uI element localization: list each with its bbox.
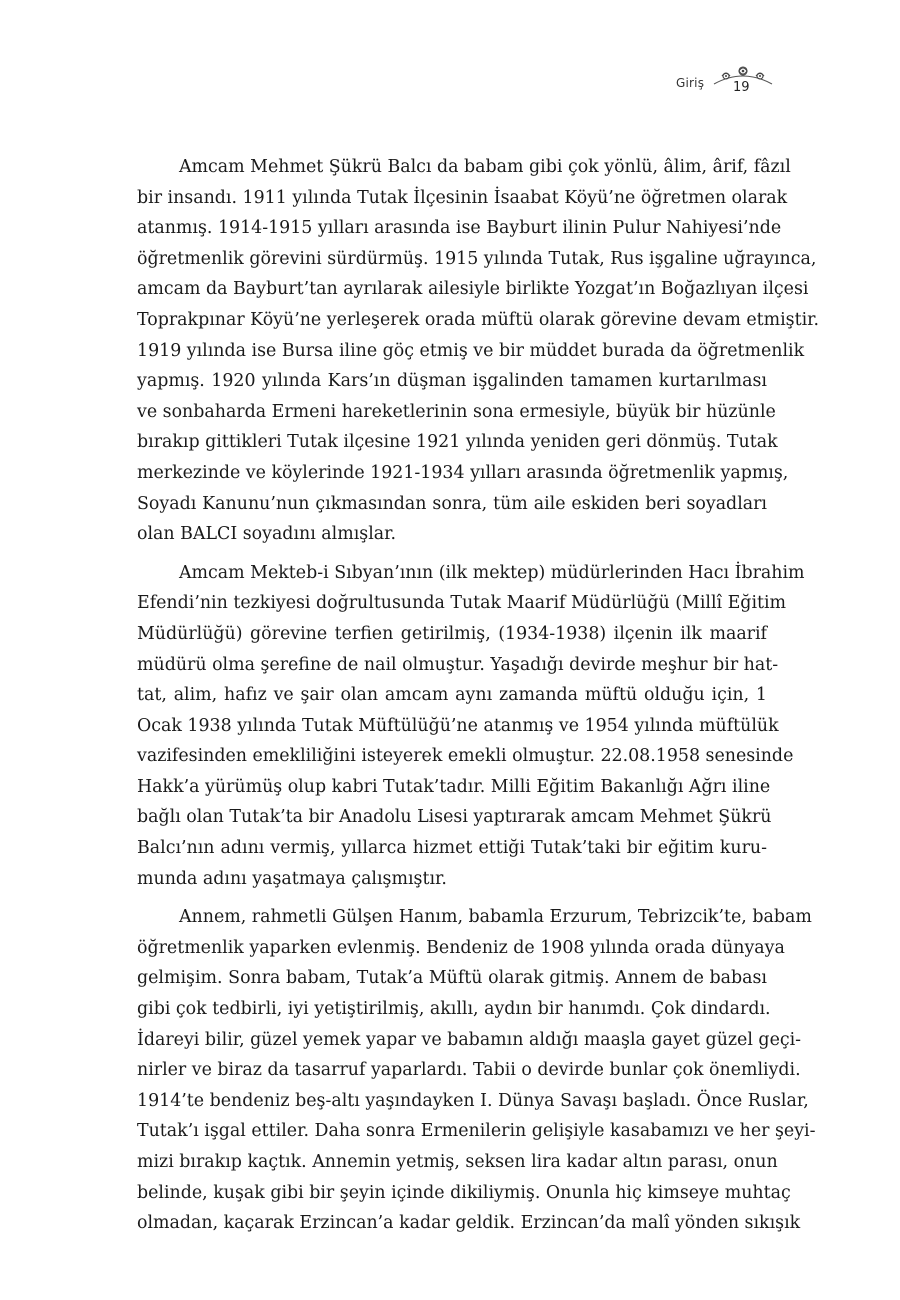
text-line: olan BALCI soyadını almışlar. bbox=[137, 524, 397, 545]
text-line: Annem, rahmetli Gülşen Hanım, babamla Erzurum, Tebrizcik’te, babam bbox=[179, 907, 812, 928]
text-line: Soyadı Kanunu’nun çıkmasından sonra, tüm aile eskiden beri soyadları bbox=[137, 493, 767, 514]
paragraph-2 bbox=[137, 558, 805, 895]
text-line: gibi çok tedbirli, iyi yetiştirilmiş, akıllı, aydın bir hanımdı. Çok dindardı. bbox=[137, 999, 771, 1020]
text-line: yapmış. 1920 yılında Kars’ın düşman işgalinden tamamen kurtarılması bbox=[137, 371, 767, 392]
text-line: Toprakpınar Köyü’ne yerleşerek orada müftü olarak görevine devam etmiştir. bbox=[137, 309, 820, 330]
text-line: öğretmenlik görevini sürdürmüş. 1915 yılında Tutak, Rus işgaline uğrayınca, bbox=[137, 248, 817, 269]
text-line: merkezinde ve köylerinde 1921-1934 yılları arasında öğretmenlik yapmış, bbox=[137, 462, 789, 483]
text-line: Müdürlüğü) görevine terfien getirilmiş, (1934-1938) ilçenin ilk maarif bbox=[137, 623, 767, 644]
text-line: İdareyi bilir, güzel yemek yapar ve babamın aldığı maaşla gayet güzel geçi- bbox=[137, 1029, 802, 1050]
text-line: 1919 yılında ise Bursa iline göç etmiş ve bir müddet burada da öğretmenlik bbox=[137, 340, 805, 361]
text-line: Amcam Mehmet Şükrü Balcı da babam gibi çok yönlü, âlim, ârif, fâzıl bbox=[179, 157, 791, 177]
text-line: Hakk’a yürümüş olup kabri Tutak’tadır. Milli Eğitim Bakanlığı Ağrı iline bbox=[137, 776, 771, 797]
text-line: bırakıp gittikleri Tutak ilçesine 1921 yılında yeniden geri dönmüş. Tutak bbox=[137, 432, 778, 453]
text-line: Ocak 1938 yılında Tutak Müftülüğü’ne atanmış ve 1954 yılında müftülük bbox=[137, 715, 779, 736]
text-line: belinde, kuşak gibi bir şeyin içinde dikiliymiş. Onunla hiç kimseye muhtaç bbox=[137, 1182, 791, 1203]
text-line: bağlı olan Tutak’ta bir Anadolu Lisesi yaptırarak amcam Mehmet Şükrü bbox=[137, 807, 772, 828]
text-line: müdürü olma şerefine de nail olmuştur. Yaşadığı devirde meşhur bir hat- bbox=[137, 654, 779, 675]
text-line: Tutak’ı işgal ettiler. Daha sonra Ermenilerin gelişiyle kasabamızı ve her şeyi- bbox=[137, 1121, 816, 1142]
text-line: olmadan, kaçarak Erzincan’a kadar geldik. Erzincan’da malî yönden sıkışık bbox=[137, 1213, 801, 1234]
text-line: munda adını yaşatmaya çalışmıştır. bbox=[137, 868, 447, 889]
paragraph-3 bbox=[137, 902, 816, 1239]
text-line: öğretmenlik yaparken evlenmiş. Bendeniz de 1908 yılında orada dünyaya bbox=[137, 937, 785, 958]
text-line: Balcı’nın adını vermiş, yıllarca hizmet ettiği Tutak’taki bir eğitim kuru- bbox=[137, 838, 767, 859]
running-header bbox=[0, 62, 900, 102]
text-line: 1914’te bendeniz beş-altı yaşındayken I. Dünya Savaşı başladı. Önce Ruslar, bbox=[137, 1090, 809, 1111]
section-title: Giriş bbox=[676, 76, 705, 90]
text-line: vazifesinden emekliliğini isteyerek emekli olmuştur. 22.08.1958 senesinde bbox=[137, 746, 794, 767]
text-line: mizi bırakıp kaçtık. Annemin yetmiş, seksen lira kadar altın parası, onun bbox=[137, 1152, 778, 1172]
paragraph-1 bbox=[137, 152, 820, 550]
text-line: Amcam Mekteb-i Sıbyan’ının (ilk mektep) müdürlerinden Hacı İbrahim bbox=[179, 562, 805, 583]
text-line: atanmış. 1914-1915 yılları arasında ise Bayburt ilinin Pulur Nahiyesi’nde bbox=[137, 218, 782, 239]
text-line: gelmişim. Sonra babam, Tutak’a Müftü olarak gitmiş. Annem de babası bbox=[137, 968, 767, 989]
text-line: Efendi’nin tezkiyesi doğrultusunda Tutak Maarif Müdürlüğü (Millî Eğitim bbox=[137, 593, 787, 614]
text-line: amcam da Bayburt’tan ayrılarak ailesiyle birlikte Yozgat’ın Boğazlıyan ilçesi bbox=[137, 279, 809, 300]
text-line: ve sonbaharda Ermeni hareketlerinin sona ermesiyle, büyük bir hüzünle bbox=[137, 401, 776, 422]
text-line: nirler ve biraz da tasarruf yaparlardı. Tabii o devirde bunlar çok önemliydi. bbox=[137, 1060, 801, 1081]
body-text bbox=[137, 152, 820, 1247]
page-number: 19 bbox=[733, 80, 750, 95]
text-line: bir insandı. 1911 yılında Tutak İlçesinin İsaabat Köyü’ne öğretmen olarak bbox=[137, 187, 788, 208]
text-line: tat, alim, hafız ve şair olan amcam aynı zamanda müftü olduğu için, 1 bbox=[137, 685, 767, 706]
